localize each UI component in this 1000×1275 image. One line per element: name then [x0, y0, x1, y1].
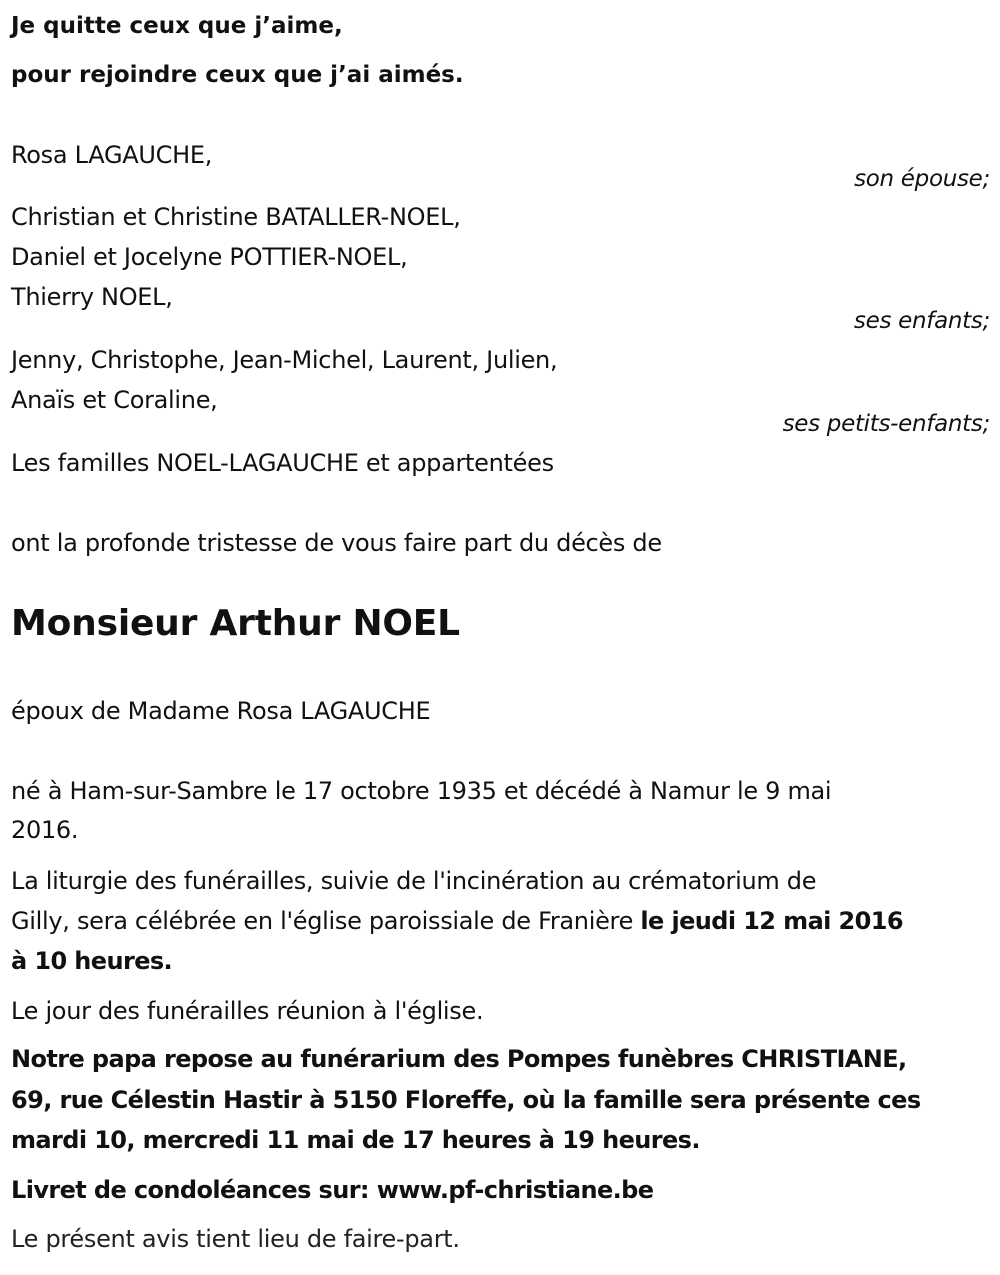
spouse-role: son épouse; — [854, 166, 990, 192]
child-name: Christian et Christine BATALLER-NOEL, — [11, 203, 461, 231]
birth-death-line-2: 2016. — [11, 816, 79, 844]
announcement-text: ont la profonde tristesse de vous faire part du décès de — [11, 529, 662, 557]
meeting-text: Le jour des funérailles réunion à l'église. — [11, 997, 484, 1025]
grandchildren-names: Jenny, Christophe, Jean-Michel, Laurent, Julien, — [11, 346, 558, 374]
spouse-line: époux de Madame Rosa LAGAUCHE — [11, 697, 431, 725]
ceremony-location: Gilly, sera célébrée en l'église paroissiale de Franière — [11, 907, 641, 935]
visitation-line-2: 69, rue Célestin Hastir à 5150 Floreffe, où la famille sera présente ces — [11, 1086, 921, 1114]
grandchildren-role: ses petits-enfants; — [782, 411, 990, 437]
birth-death-line-1: né à Ham-sur-Sambre le 17 octobre 1935 et décédé à Namur le 9 mai — [11, 777, 832, 805]
visitation-line-1: Notre papa repose au funérarium des Pompes funèbres CHRISTIANE, — [11, 1045, 907, 1073]
condolences-label: Livret de condoléances sur: — [11, 1176, 377, 1204]
deceased-name: Monsieur Arthur NOEL — [11, 603, 460, 644]
ceremony-time: à 10 heures. — [11, 947, 173, 975]
child-name: Thierry NOEL, — [11, 283, 173, 311]
condolences-line — [11, 1175, 653, 1205]
verse-line-2: pour rejoindre ceux que j’ai aimés. — [11, 62, 464, 88]
condolences-link[interactable]: www.pf-christiane.be — [376, 1176, 654, 1204]
ceremony-line-2 — [11, 906, 903, 936]
spouse-name: Rosa LAGAUCHE, — [11, 141, 213, 169]
grandchildren-names: Anaïs et Coraline, — [11, 386, 218, 414]
verse-line-1: Je quitte ceux que j’aime, — [11, 13, 343, 39]
footer-note: Le présent avis tient lieu de faire-part. — [11, 1225, 460, 1253]
children-role: ses enfants; — [853, 308, 990, 334]
child-name: Daniel et Jocelyne POTTIER-NOEL, — [11, 243, 408, 271]
visitation-line-3: mardi 10, mercredi 11 mai de 17 heures à 19 heures. — [11, 1126, 700, 1154]
ceremony-line-1: La liturgie des funérailles, suivie de l'incinération au crématorium de — [11, 867, 817, 895]
ceremony-date: le jeudi 12 mai 2016 — [640, 907, 903, 935]
extended-family: Les familles NOEL-LAGAUCHE et appartentées — [11, 449, 554, 477]
